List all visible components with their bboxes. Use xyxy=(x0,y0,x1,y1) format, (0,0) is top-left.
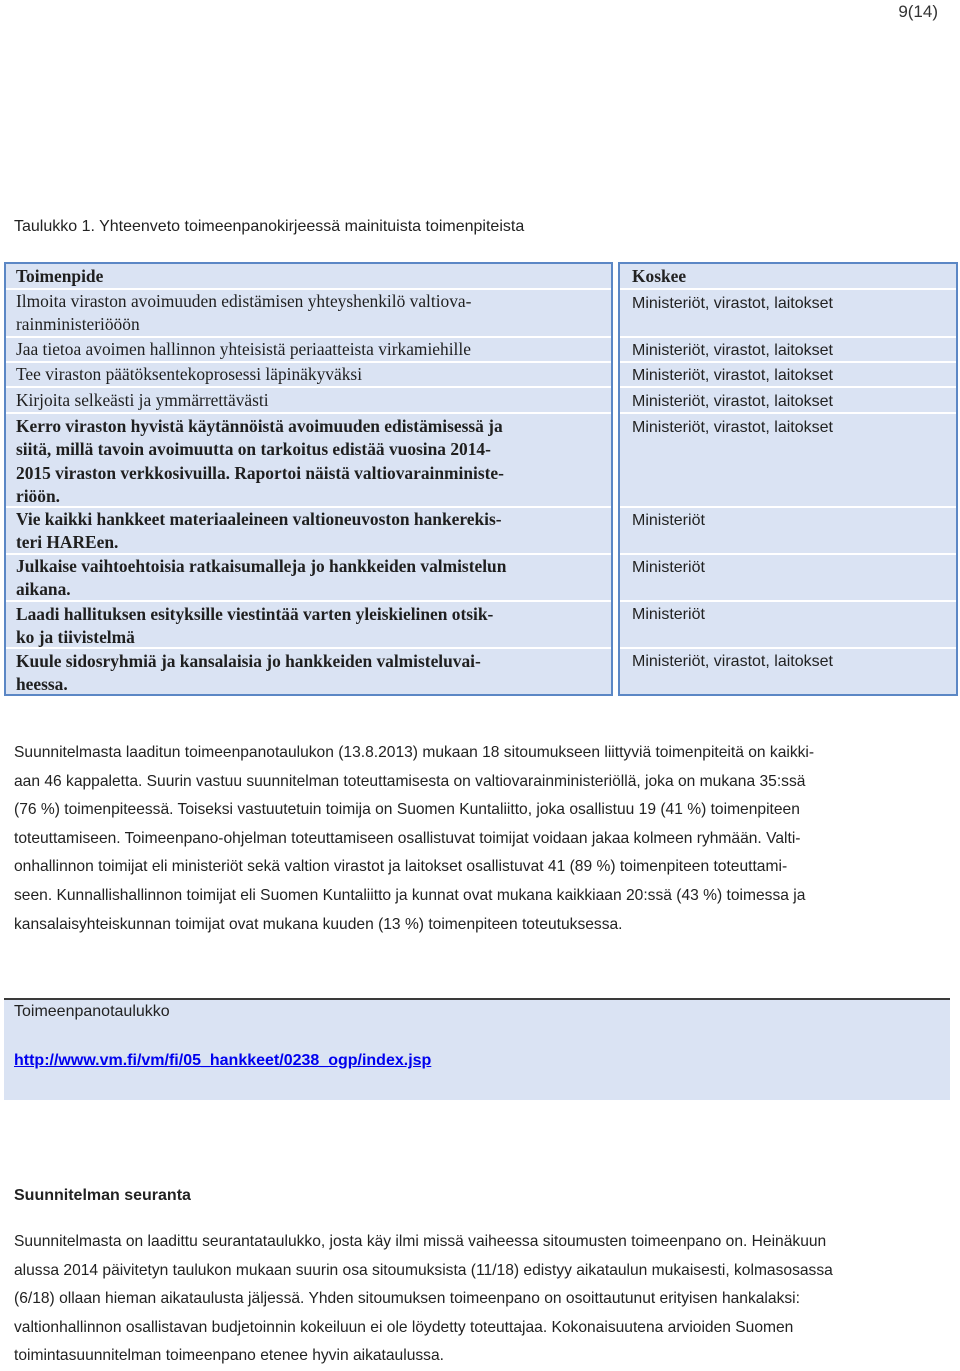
table-cell-concerns: Ministeriöt, virastot, laitokset xyxy=(632,653,833,670)
table-cell-concerns: Ministeriöt, virastot, laitokset xyxy=(632,342,833,359)
table-column-measure xyxy=(4,262,613,696)
page-number: 9(14) xyxy=(898,2,938,21)
implementation-table-link[interactable]: http://www.vm.fi/vm/fi/05_hankkeet/0238_ogp/index.jsp xyxy=(14,1052,432,1069)
table-cell-concerns: Ministeriöt, virastot, laitokset xyxy=(632,367,833,384)
link-box-title: Toimeenpanotaulukko xyxy=(14,1003,170,1020)
table-cell-measure: Laadi hallituksen esityksille viestintää varten yleiskielinen otsik- ko ja tiivistelmä xyxy=(16,604,494,648)
table-cell-measure: Jaa tietoa avoimen hallinnon yhteisistä periaatteista virkamiehille xyxy=(16,339,471,359)
table-cell-concerns: Ministeriöt, virastot, laitokset xyxy=(632,295,833,312)
table-cell-measure: Julkaise vaihtoehtoisia ratkaisumalleja jo hankkeiden valmistelun aikana. xyxy=(16,556,507,600)
table-cell-measure: Vie kaikki hankkeet materiaaleineen valtioneuvoston hankerekis- teri HAREen. xyxy=(16,509,502,553)
monitoring-heading: Suunnitelman seuranta xyxy=(14,1187,191,1204)
table-caption: Taulukko 1. Yhteenveto toimeenpanokirjeessä mainituista toimenpiteista xyxy=(14,218,525,235)
table-cell-measure: Tee viraston päätöksentekoprosessi läpinäkyväksi xyxy=(16,364,363,384)
table-column-concerns xyxy=(618,262,958,696)
table-cell-concerns: Ministeriöt, virastot, laitokset xyxy=(632,419,833,436)
table-header-concerns: Koskee xyxy=(632,266,687,286)
table-cell-measure: Kirjoita selkeästi ja ymmärrettävästi xyxy=(16,390,269,410)
summary-paragraph: Suunnitelmasta laaditun toimeenpanotaulukon (13.8.2013) mukaan 18 sitoumukseen liittyviä toimenpiteitä on kaikki- aan 46 kappaletta. Suurin vastuu suunnitelman toteuttamisesta on valtiovarainministeriöllä, joka on mukana 35:ssä (76 %) toimenpiteessä. Toiseksi vastuutetuin toimija on Suomen Kuntaliitto, joka osallistuu 19 (41 %) toimenpiteen toteuttamiseen. Toimeenpano-ohjelman toteuttamiseen osallistuvat toimijat voidaan jakaa kolmeen ryhmään. Valti- onhallinnon toimijat eli ministeriöt sekä valtion virastot ja laitokset osallistuvat 41 (89 %) toimenpiteen toteuttami- seen. Kunnallishallinnon toimijat eli Suomen Kuntaliitto ja kunnat ovat mukana kaikkiaan 20:ssä (43 %) toimessa ja kansalaisyhteiskunnan toimijat ovat mukana kuuden (13 %) toimenpiteen toteutuksessa. xyxy=(14,744,815,933)
table-cell-measure: Ilmoita viraston avoimuuden edistämisen yhteyshenkilö valtiova- rainministeriööön xyxy=(16,291,472,335)
table-cell-concerns: Ministeriöt, virastot, laitokset xyxy=(632,393,833,410)
table-cell-concerns: Ministeriöt xyxy=(632,606,705,623)
measures-table xyxy=(4,262,958,696)
table-cell-concerns: Ministeriöt xyxy=(632,559,705,576)
table-header-measure: Toimenpide xyxy=(16,266,104,286)
table-cell-concerns: Ministeriöt xyxy=(632,512,705,529)
table-cell-measure: Kerro viraston hyvistä käytännöistä avoimuuden edistämisessä ja siitä, millä tavoin avoimuutta on tarkoitus edistää vuosina 2014- 2015 viraston verkkosivuilla. Raportoi näistä valtiovarainministe- riöön. xyxy=(16,416,504,507)
monitoring-paragraph: Suunnitelmasta on laadittu seurantataulukko, josta käy ilmi missä vaiheessa sitoumusten toimeenpano on. Heinäkuun alussa 2014 päivitetyn taulukon mukaan suurin osa sitoumuksista (11/18) edistyy aikataulun mukaisesti, kolmasosassa (6/18) ollaan hieman aikataulusta jäljessä. Yhden sitoumuksen toimeenpano on osoittautunut erityisen hankalaksi: valtionhallinnon osallistavan budjetoinnin kokeiluun ei ole löydetty toteuttajaa. Kokonaisuutena arvioiden Suomen toimintasuunnitelman toimeenpano etenee hyvin aikataulussa. xyxy=(14,1233,833,1365)
table-cell-measure: Kuule sidosryhmiä ja kansalaisia jo hankkeiden valmisteluvai- heessa. xyxy=(16,651,481,695)
implementation-table-link-box xyxy=(4,998,950,1100)
